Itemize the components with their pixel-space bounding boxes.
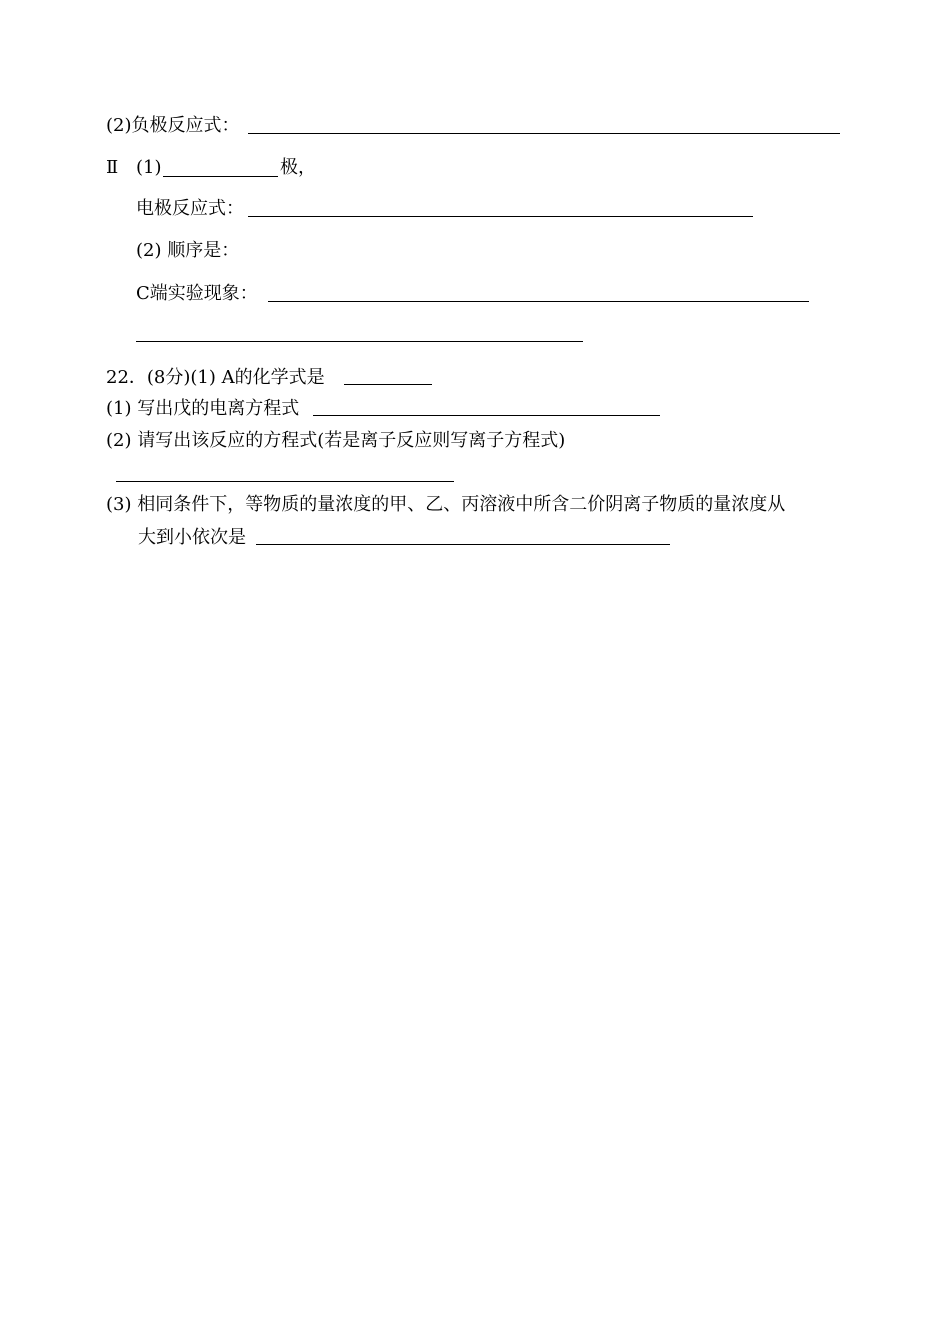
electrode-equation-label: 电极反应式： (136, 198, 244, 219)
concentration-order-answer-blank[interactable] (256, 544, 670, 545)
negative-electrode-answer-blank[interactable] (248, 133, 840, 134)
c-end-phenomenon-answer-blank-2[interactable] (136, 341, 583, 342)
section-2-part1-suffix: 极， (280, 157, 316, 178)
section-2-roman-label: Ⅱ (106, 157, 119, 178)
c-end-phenomenon-answer-blank-1[interactable] (268, 301, 809, 302)
order-label: (2) 顺序是： (136, 240, 240, 261)
question-22-part3-line1: (3) 相同条件下，等物质的量浓度的甲、乙、丙溶液中所含二价阴离子物质的量浓度从 (106, 494, 786, 515)
question-22-part1-label: (1) 写出戊的电离方程式 (106, 398, 300, 419)
formula-a-answer-blank[interactable] (344, 384, 432, 385)
electrode-equation-answer-blank[interactable] (248, 216, 753, 217)
negative-electrode-label: (2)负极反应式： (106, 115, 240, 136)
ionization-equation-answer-blank[interactable] (313, 415, 660, 416)
question-22-header: 22．(8分)(1) A的化学式是 (106, 367, 325, 388)
question-22-part2-label: (2) 请写出该反应的方程式(若是离子反应则写离子方程式) (106, 430, 566, 451)
c-end-phenomenon-label: C端实验现象： (136, 283, 258, 304)
section-2-part1-number: (1) (136, 157, 162, 178)
reaction-equation-answer-blank[interactable] (116, 481, 454, 482)
question-22-part3-line2: 大到小依次是 (138, 527, 246, 548)
electrode-type-answer-blank[interactable] (163, 176, 278, 177)
